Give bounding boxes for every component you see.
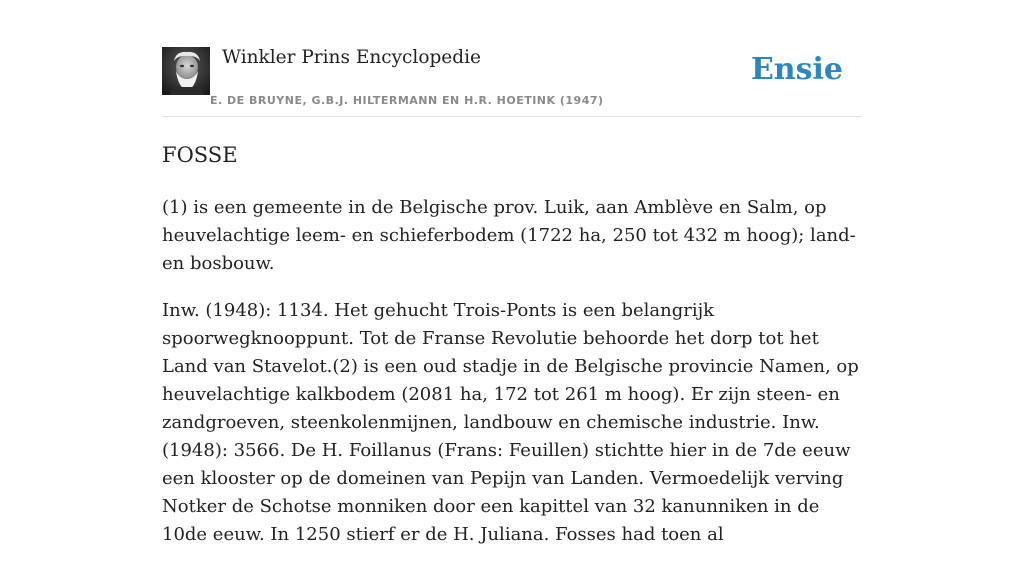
- article-paragraph: Inw. (1948): 1134. Het gehucht Trois-Ponts is een belangrijk spoorwegknooppunt. Tot de Franse Revolutie behoorde het dorp tot het Land van Stavelot.(2) is een oud stadje in de Belgische provincie Namen, op heuvelachtige kalkbodem (2081 ha, 172 tot 261 m hoog). Er zijn steen- en zandgroeven, steenkolenmijnen, landbouw en chemische industrie. Inw. (1948): 3566. De H. Foillanus (Frans: Feuillen) stichtte hier in de 7de eeuw een klooster op de domeinen van Pepijn van Landen. Vermoedelijk verving Notker de Schotse monniken door een kapittel van 32 kanunniken in de 10de eeuw. In 1250 stierf er de H. Juliana. Fosses had toen al: [162, 300, 859, 545]
- source-title[interactable]: Winkler Prins Encyclopedie: [222, 47, 481, 68]
- article-title: FOSSE: [162, 143, 238, 167]
- portrait-icon: [162, 47, 210, 95]
- article-paragraph: (1) is een gemeente in de Belgische prov. Luik, aan Amblève en Salm, op heuvelachtige leem- en schieferbodem (1722 ha, 250 tot 432 m hoog); land- en bosbouw.: [162, 197, 856, 274]
- author-avatar[interactable]: [162, 47, 210, 95]
- article: [162, 138, 862, 568]
- source-authors: E. DE BRUYNE, G.B.J. HILTERMANN EN H.R. HOETINK (1947): [210, 94, 604, 107]
- source-header: [162, 44, 862, 117]
- ensie-logo[interactable]: Ensie: [750, 52, 843, 87]
